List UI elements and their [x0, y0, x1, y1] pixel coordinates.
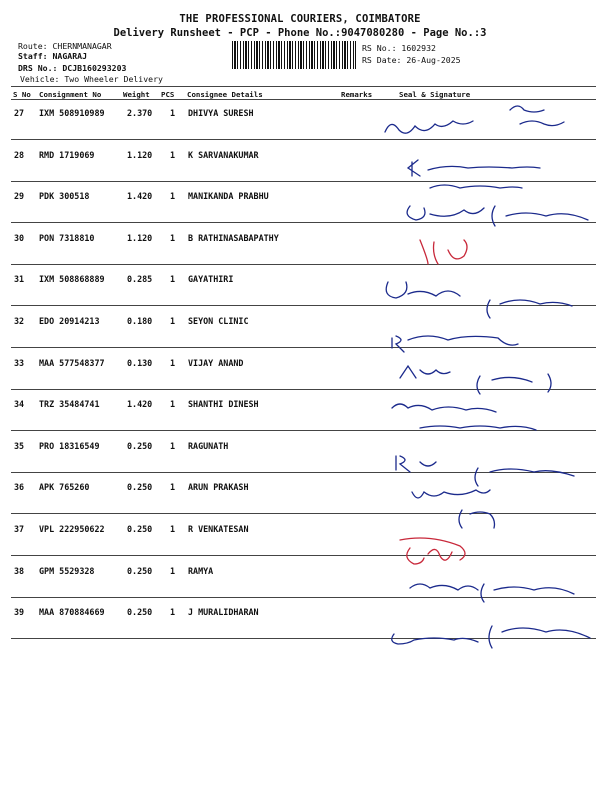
row-consignee: DHIVYA SURESH — [188, 108, 254, 118]
row-pcs: 1 — [170, 524, 176, 534]
row-weight: 0.250 — [127, 607, 153, 618]
rs-number: RS No.: 1602932 — [362, 43, 436, 53]
row-consignee: VIJAY ANAND — [188, 357, 244, 368]
row-pcs: 1 — [170, 108, 176, 118]
signature-31 — [386, 282, 572, 318]
row-weight: 0.130 — [127, 357, 153, 368]
row-consignment: GPM 5529328 — [39, 565, 95, 576]
runsheet-subtitle: Delivery Runsheet - PCP - Phone No.:9047080280 - Page No.:3 — [113, 27, 487, 39]
row-consignee: SEYON CLINIC — [188, 316, 249, 326]
signature-28 — [408, 160, 540, 188]
col-remarks: Remarks — [341, 90, 373, 99]
col-seal: Seal & Signature — [399, 90, 471, 99]
row-pcs: 1 — [170, 149, 176, 160]
row-consignment: PRO 18316549 — [39, 440, 100, 451]
row-consignee: RAMYA — [188, 565, 214, 576]
row-consignment: EDO 20914213 — [39, 316, 100, 326]
col-sno: S No — [13, 90, 31, 99]
row-pcs: 1 — [170, 232, 176, 243]
row-consignment: TRZ 35484741 — [39, 399, 100, 410]
row-consignment: IXM 508910989 — [39, 108, 105, 118]
row-sno: 28 — [14, 149, 25, 160]
row-consignee: MANIKANDA PRABHU — [188, 191, 269, 202]
row-consignee: SHANTHI DINESH — [188, 399, 259, 410]
row-weight: 0.250 — [127, 524, 153, 534]
signature-37 — [400, 538, 465, 564]
row-sno: 27 — [14, 108, 25, 118]
row-consignee: RAGUNATH — [188, 440, 229, 451]
row-pcs: 1 — [170, 440, 176, 451]
row-consignee: K SARVANAKUMAR — [188, 149, 259, 160]
row-pcs: 1 — [170, 191, 176, 202]
row-sno: 36 — [14, 482, 25, 493]
company-title: THE PROFESSIONAL COURIERS, COIMBATORE — [179, 13, 421, 25]
row-weight: 0.250 — [127, 565, 153, 576]
row-sno: 29 — [14, 191, 25, 202]
row-sno: 31 — [14, 274, 25, 285]
col-pcs: PCS — [161, 90, 175, 99]
signature-35 — [396, 456, 574, 486]
row-weight: 2.370 — [127, 108, 153, 118]
row-consignee: ARUN PRAKASH — [188, 482, 249, 493]
row-consignment: APK 765260 — [39, 482, 90, 493]
row-sno: 39 — [14, 607, 25, 618]
row-consignee: R VENKATESAN — [188, 524, 249, 534]
rs-date: RS Date: 26-Aug-2025 — [362, 55, 461, 65]
signature-33 — [400, 366, 551, 394]
signature-27 — [385, 106, 564, 133]
row-sno: 37 — [14, 524, 25, 534]
row-pcs: 1 — [170, 274, 176, 285]
signature-36 — [412, 490, 495, 528]
row-consignee: B RATHINASABAPATHY — [188, 232, 279, 243]
row-pcs: 1 — [170, 607, 176, 618]
row-consignee: J MURALIDHARAN — [188, 607, 259, 618]
row-sno: 38 — [14, 565, 25, 576]
signature-38 — [410, 584, 574, 602]
row-sno: 34 — [14, 399, 25, 410]
row-pcs: 1 — [170, 357, 176, 368]
row-sno: 35 — [14, 440, 25, 451]
signature-34 — [392, 404, 536, 430]
row-weight: 1.420 — [127, 191, 153, 202]
vehicle-label: Vehicle: Two Wheeler Delivery — [20, 74, 163, 84]
row-weight: 1.420 — [127, 399, 153, 410]
signature-30 — [420, 240, 467, 264]
row-weight: 1.120 — [127, 232, 153, 243]
row-pcs: 1 — [170, 316, 176, 326]
row-consignment: PON 7318810 — [39, 232, 95, 243]
row-pcs: 1 — [170, 482, 176, 493]
signature-29 — [407, 206, 588, 226]
route-label: Route: CHERNMANAGAR — [18, 41, 112, 51]
row-pcs: 1 — [170, 565, 176, 576]
col-weight: Weight — [123, 90, 150, 99]
row-weight: 0.250 — [127, 482, 153, 493]
signature-39 — [392, 626, 590, 648]
drs-label: DRS No.: DCJB160293203 — [18, 63, 127, 73]
row-weight: 0.285 — [127, 274, 153, 285]
row-consignment: VPL 222950622 — [39, 524, 105, 534]
row-pcs: 1 — [170, 399, 176, 410]
row-sno: 33 — [14, 357, 25, 368]
signature-32 — [392, 336, 518, 352]
staff-label: Staff: NAGARAJ — [18, 51, 88, 61]
row-consignment: IXM 508868889 — [39, 274, 105, 285]
row-weight: 0.250 — [127, 440, 153, 451]
row-consignment: PDK 300518 — [39, 191, 90, 202]
row-consignee: GAYATHIRI — [188, 274, 234, 285]
row-sno: 32 — [14, 316, 25, 326]
row-sno: 30 — [14, 232, 25, 243]
row-consignment: MAA 870884669 — [39, 607, 105, 618]
col-consignment: Consignment No — [39, 90, 102, 99]
row-weight: 1.120 — [127, 149, 153, 160]
row-consignment: MAA 577548377 — [39, 357, 105, 368]
col-consignee: Consignee Details — [187, 90, 263, 99]
row-consignment: RMD 1719069 — [39, 149, 95, 160]
row-weight: 0.180 — [127, 316, 153, 326]
